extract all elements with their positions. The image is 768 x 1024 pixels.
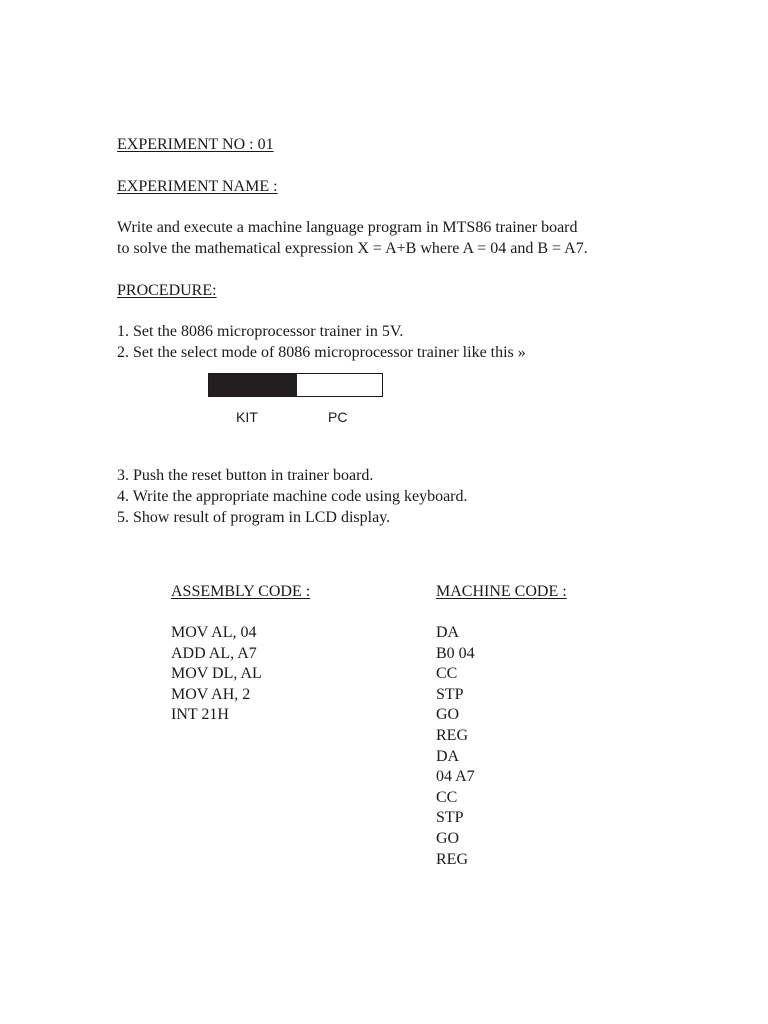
procedure-step-4: 4. Write the appropriate machine code using keyboard.: [117, 488, 468, 505]
assembly-code-line: MOV DL, AL: [171, 665, 262, 683]
procedure-step-3: 3. Push the reset button in trainer board.: [117, 467, 374, 484]
mode-switch-kit-selected: [209, 374, 297, 396]
experiment-name-heading: EXPERIMENT NAME :: [117, 178, 278, 195]
machine-code-line: REG: [436, 726, 468, 744]
machine-code-line: B0 04: [436, 644, 475, 662]
assembly-code-heading: ASSEMBLY CODE :: [171, 583, 311, 600]
procedure-step-2: 2. Set the select mode of 8086 microprocessor trainer like this »: [117, 344, 526, 361]
mode-label-kit: KIT: [236, 409, 258, 425]
machine-code-line: CC: [436, 665, 458, 683]
description-line-2: to solve the mathematical expression X = A+B where A = 04 and B = A7.: [117, 240, 588, 257]
machine-code-line: REG: [436, 850, 468, 868]
experiment-number: EXPERIMENT NO : 01: [117, 136, 274, 153]
assembly-code-line: INT 21H: [171, 706, 229, 724]
assembly-code-line: MOV AH, 2: [171, 685, 251, 703]
machine-code-line: DA: [436, 747, 460, 765]
machine-code-line: 04 A7: [436, 768, 475, 786]
procedure-step-1: 1. Set the 8086 microprocessor trainer in 5V.: [117, 323, 404, 340]
machine-code-heading: MACHINE CODE :: [436, 583, 567, 600]
machine-code-line: GO: [436, 829, 460, 847]
procedure-heading: PROCEDURE:: [117, 282, 217, 299]
machine-code-line: DA: [436, 624, 460, 641]
machine-code-column: [436, 582, 567, 870]
description-line-1: Write and execute a machine language program in MTS86 trainer board: [117, 219, 578, 236]
mode-switch-pc-unselected: [297, 374, 382, 396]
assembly-code-line: ADD AL, A7: [171, 644, 257, 662]
machine-code-line: STP: [436, 685, 464, 703]
assembly-code-column: [171, 582, 310, 726]
machine-code-line: GO: [436, 706, 460, 724]
mode-select-switch-diagram: [208, 373, 383, 397]
machine-code-line: STP: [436, 809, 464, 827]
assembly-code-line: MOV AL, 04: [171, 624, 257, 641]
mode-label-pc: PC: [328, 409, 348, 425]
machine-code-line: CC: [436, 788, 458, 806]
procedure-step-5: 5. Show result of program in LCD display.: [117, 509, 391, 526]
